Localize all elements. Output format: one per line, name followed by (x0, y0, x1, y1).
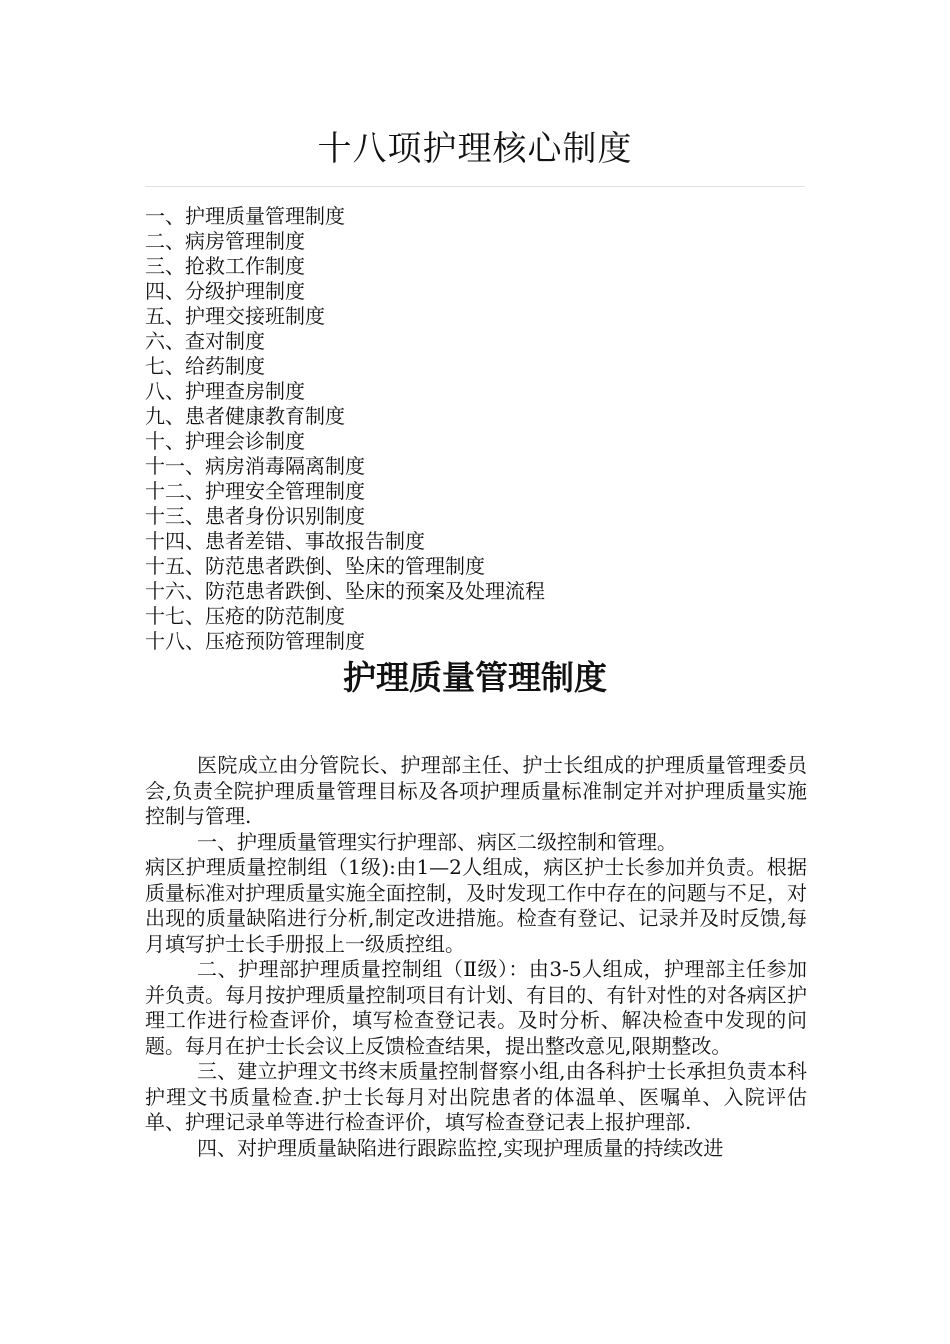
section-body (145, 753, 807, 1161)
title-divider (145, 186, 805, 187)
toc-item: 十一、病房消毒隔离制度 (145, 454, 365, 478)
paragraph-item-4: 四、对护理质量缺陷进行跟踪监控,实现护理质量的持续改进 (197, 1135, 724, 1160)
toc-item: 六、查对制度 (145, 329, 265, 353)
toc-item: 十五、防范患者跌倒、坠床的管理制度 (145, 554, 485, 578)
section-title: 护理质量管理制度 (343, 658, 607, 697)
paragraph-item-2: 二、护理部护理质量控制组（Ⅱ级）：由3-5人组成，护理部主任参加并负责。每月按护理质量控制项目有计划、有目的、有针对性的对各病区护理工作进行检查评价，填写检查登记表。及时分析、解决检查中发现的问题。每月在护士长会议上反馈检查结果，提出整改意见,限期整改。 (145, 957, 807, 1058)
paragraph-item-3: 三、建立护理文书终末质量控制督察小组,由各科护士长承担负责本科护理文书质量检查.护士长每月对出院患者的体温单、医嘱单、入院评估单、护理记录单等进行检查评价，填写检查登记表上报护理部. (145, 1059, 807, 1134)
toc-item: 十三、患者身份识别制度 (145, 504, 365, 528)
toc-item: 一、护理质量管理制度 (145, 204, 345, 228)
paragraph-level-1: 病区护理质量控制组（1级):由1—2人组成，病区护士长参加并负责。根据质量标准对护理质量实施全面控制，及时发现工作中存在的问题与不足，对出现的质量缺陷进行分析,制定改进措施。检查有登记、记录并及时反馈,每月填写护士长手册报上一级质控组。 (145, 855, 807, 956)
toc-item: 七、给药制度 (145, 354, 265, 378)
toc-item: 十八、压疮预防管理制度 (145, 629, 365, 653)
toc-item: 十二、护理安全管理制度 (145, 479, 365, 503)
toc-item: 五、护理交接班制度 (145, 304, 325, 328)
toc-item: 十六、防范患者跌倒、坠床的预案及处理流程 (145, 579, 545, 603)
toc-item: 二、病房管理制度 (145, 229, 305, 253)
document-title: 十八项护理核心制度 (317, 129, 633, 169)
toc-item: 三、抢救工作制度 (145, 254, 305, 278)
toc-item: 四、分级护理制度 (145, 279, 305, 303)
toc-item: 九、患者健康教育制度 (145, 404, 345, 428)
toc-item: 十四、患者差错、事故报告制度 (145, 529, 425, 553)
paragraph-intro: 医院成立由分管院长、护理部主任、护士长组成的护理质量管理委员会,负责全院护理质量管理目标及各项护理质量标准制定并对护理质量实施控制与管理. (145, 753, 807, 828)
toc-item: 八、护理查房制度 (145, 379, 305, 403)
toc-item: 十、护理会诊制度 (145, 429, 305, 453)
paragraph-item-1: 一、护理质量管理实行护理部、病区二级控制和管理。 (197, 829, 677, 854)
table-of-contents (145, 204, 805, 654)
toc-item: 十七、压疮的防范制度 (145, 604, 345, 628)
